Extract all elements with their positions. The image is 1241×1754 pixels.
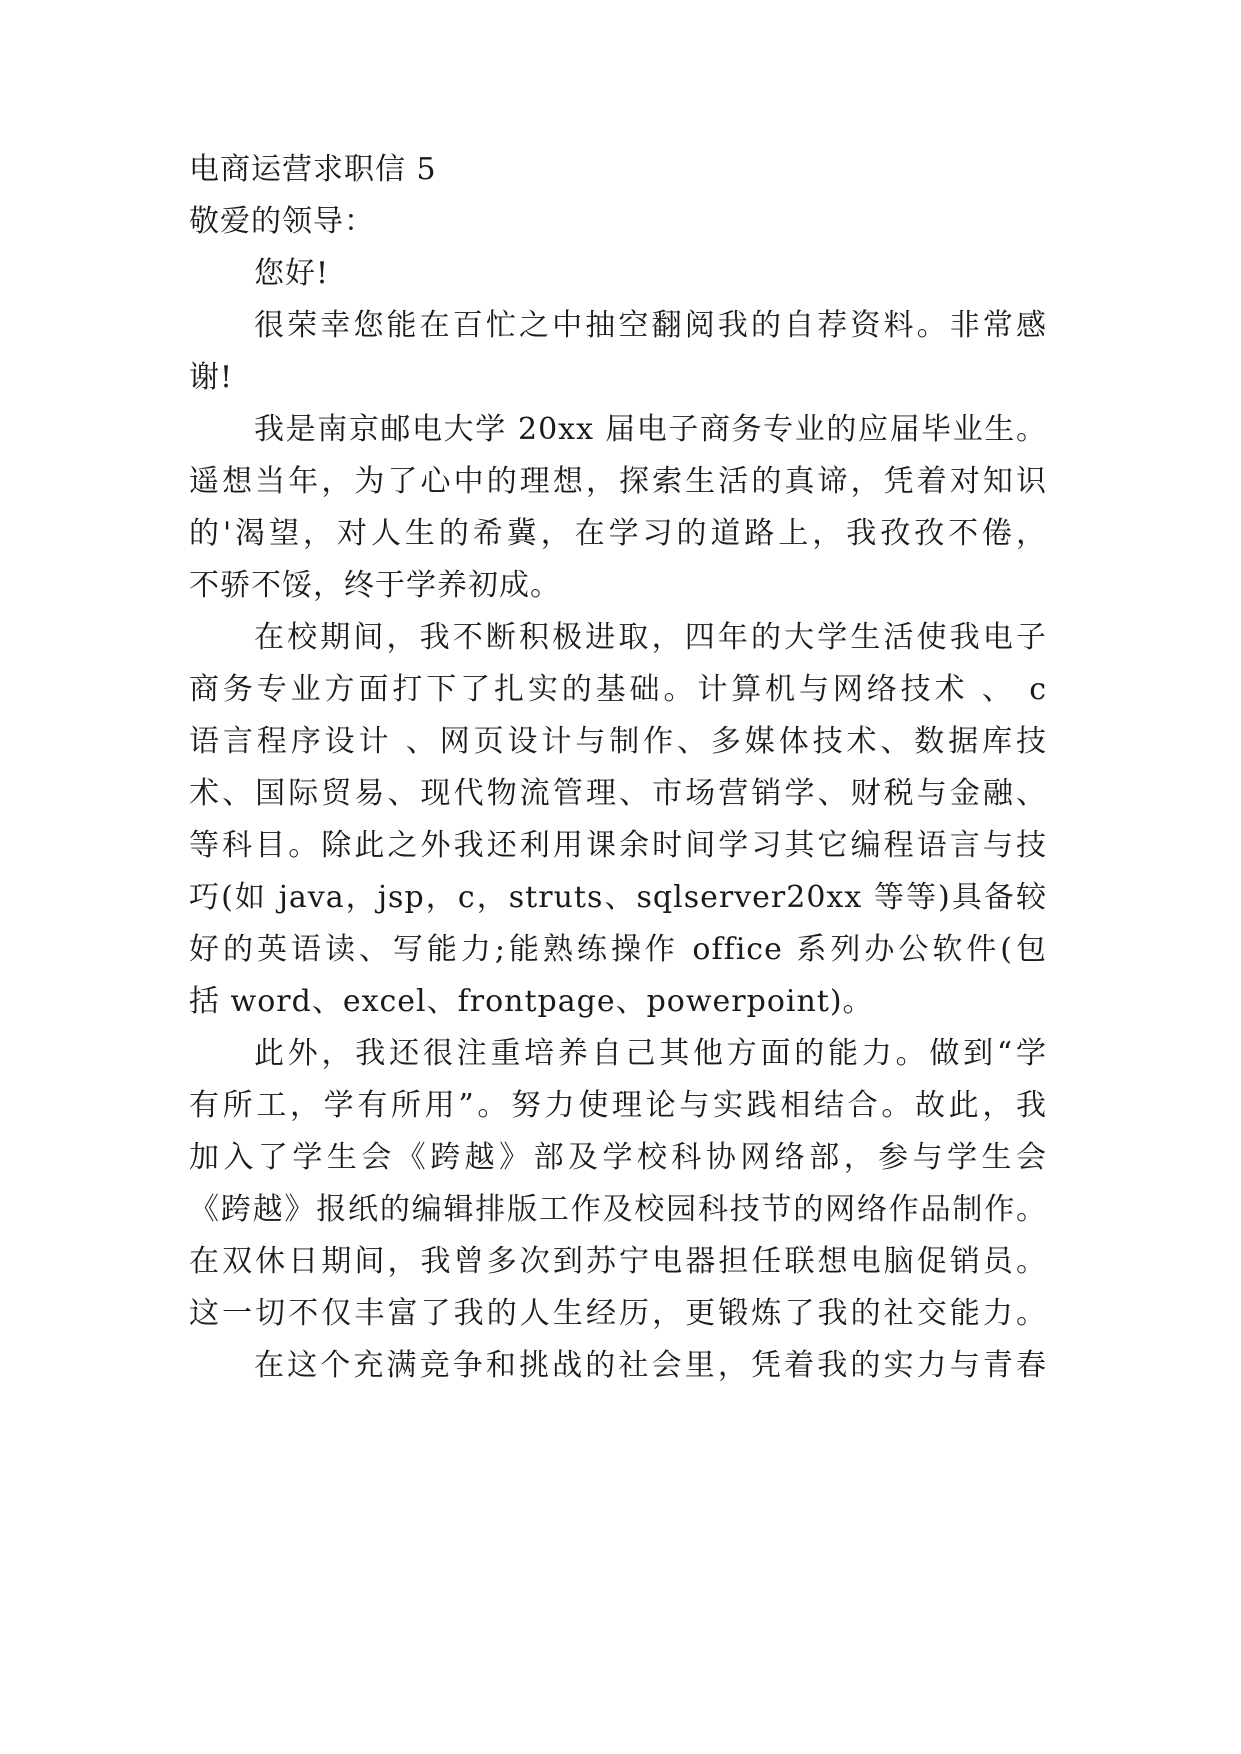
paragraph-line: 很荣幸您能在百忙之中抽空翻阅我的自荐资料。非常感 <box>254 308 1047 343</box>
paragraph-line: 在这个充满竞争和挑战的社会里，凭着我的实力与青春 <box>254 1348 1047 1383</box>
paragraph-line: 遥想当年，为了心中的理想，探索生活的真谛，凭着对知识 <box>189 464 1047 499</box>
paragraph-line: 在双休日期间，我曾多次到苏宁电器担任联想电脑促销员。 <box>189 1244 1047 1279</box>
paragraph-line: 巧(如 java，jsp，c，struts、sqlserver20xx 等等)具备较 <box>189 880 1047 915</box>
paragraph-line: 《跨越》报纸的编辑排版工作及校园科技节的网络作品制作。 <box>189 1192 1047 1227</box>
paragraph-line: 商务专业方面打下了扎实的基础。计算机与网络技术 、 c <box>189 672 1047 707</box>
paragraph-line: 不骄不馁，终于学养初成。 <box>189 568 561 603</box>
paragraph-line: 此外，我还很注重培养自己其他方面的能力。做到“学 <box>254 1036 1047 1071</box>
paragraph-line: 谢! <box>189 360 234 395</box>
paragraph-line: 等科目。除此之外我还利用课余时间学习其它编程语言与技 <box>189 828 1047 863</box>
paragraph-line: 加入了学生会《跨越》部及学校科协网络部，参与学生会 <box>189 1140 1047 1175</box>
paragraph-line: 这一切不仅丰富了我的人生经历，更锻炼了我的社交能力。 <box>189 1296 1047 1331</box>
salutation: 您好! <box>254 256 330 291</box>
paragraph-line: 好的英语读、写能力;能熟练操作 office 系列办公软件(包 <box>189 932 1047 967</box>
paragraph-line: 语言程序设计 、网页设计与制作、多媒体技术、数据库技 <box>189 724 1047 759</box>
greeting: 敬爱的领导： <box>189 204 375 239</box>
paragraph-line: 术、国际贸易、现代物流管理、市场营销学、财税与金融、 <box>189 776 1047 811</box>
paragraph-line: 括 word、excel、frontpage、powerpoint)。 <box>189 984 874 1019</box>
document-title: 电商运营求职信 5 <box>189 152 437 187</box>
paragraph-line: 在校期间，我不断积极进取，四年的大学生活使我电子 <box>254 620 1047 655</box>
paragraph-line: 有所工，学有所用”。努力使理论与实践相结合。故此，我 <box>189 1088 1047 1123</box>
paragraph-line: 的'渴望，对人生的希冀，在学习的道路上，我孜孜不倦， <box>189 516 1047 551</box>
paragraph-line: 我是南京邮电大学 20xx 届电子商务专业的应届毕业生。 <box>254 412 1047 447</box>
